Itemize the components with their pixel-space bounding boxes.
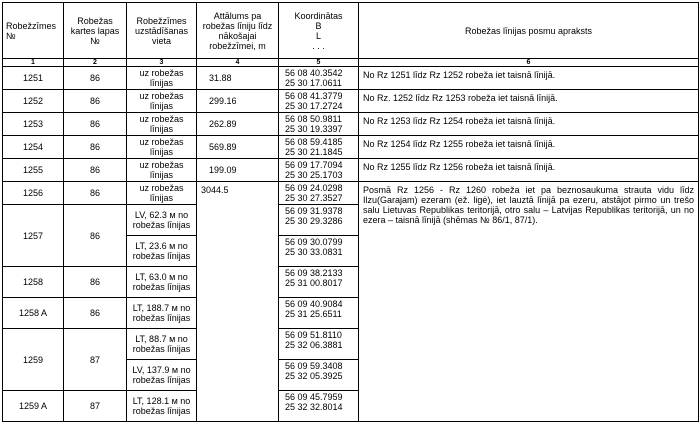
coord-b: 56 08 40.3542 <box>285 68 343 78</box>
table-row <box>3 136 699 159</box>
header-coord-title: Koordinātas <box>294 10 343 21</box>
coord-b: 56 08 41.3779 <box>285 91 343 101</box>
install-place: uz robežas līnijas <box>127 159 197 182</box>
header-description: Robežas līnijas posmu apraksts <box>359 3 699 59</box>
marker-number: 1259 <box>3 329 64 391</box>
marker-number: 1253 <box>3 113 64 136</box>
coord-b: 56 09 30.0799 <box>285 237 343 247</box>
marker-number: 1257 <box>3 205 64 267</box>
table-row <box>3 159 699 182</box>
header-coordinates <box>279 3 359 59</box>
coord-l: 25 30 17.2724 <box>285 101 343 111</box>
coord-b: 56 09 17.7094 <box>285 160 343 170</box>
map-sheet: 86 <box>64 90 127 113</box>
distance: 299.16 <box>197 90 279 113</box>
install-place: uz robežas līnijas <box>127 113 197 136</box>
table-row <box>3 90 699 113</box>
coord-b: 56 08 59.4185 <box>285 137 343 147</box>
coord-l: 25 30 25.1703 <box>285 170 343 180</box>
coordinates <box>279 205 359 236</box>
marker-number: 1251 <box>3 67 64 90</box>
column-number-row <box>3 59 699 67</box>
marker-number: 1255 <box>3 159 64 182</box>
marker-number: 1258 A <box>3 298 64 329</box>
install-place: LV, 62.3 м no robežas līnijas <box>127 205 197 236</box>
coordinates <box>279 360 359 391</box>
column-number: 4 <box>197 59 279 67</box>
header-coord-dots: . . . <box>312 40 325 51</box>
coord-l: 25 30 17.0611 <box>285 78 342 88</box>
coord-b: 56 09 59.3408 <box>285 361 343 371</box>
group-segment-description: Posmā Rz 1256 - Rz 1260 robeža iet pa beznosaukuma strauta vidu līdz Ilzu(Garajam) ezeram (ež. ligė), iet lauztā līnijā pa ezeru, atstājot pirmo un trešo salu Lietuvas Republikas teritorijā, otro salu – Latvijas Republikas teritorijā, un no ezera – taisnā līnijā (shēmas № 86/1, 87/1). <box>359 182 699 422</box>
coord-l: 25 31 00.8017 <box>285 278 343 288</box>
coordinates <box>279 159 359 182</box>
header-map-sheet: Robežas kartes lapas № <box>64 3 127 59</box>
table-row <box>3 67 699 90</box>
coordinates <box>279 236 359 267</box>
header-coord-b: B <box>315 20 322 31</box>
table-row <box>3 182 699 205</box>
coord-l: 25 32 06.3881 <box>285 340 343 350</box>
coord-l: 25 30 27.3527 <box>285 193 343 203</box>
header-install-place: Robežzīmes uzstādīšanas vieta <box>127 3 197 59</box>
header-row <box>3 3 699 59</box>
coordinates <box>279 182 359 205</box>
install-place: LT, 23.6 м no robežas līnijas <box>127 236 197 267</box>
coord-b: 56 09 45.7959 <box>285 392 343 402</box>
coord-b: 56 08 50.9811 <box>285 114 342 124</box>
coordinates <box>279 113 359 136</box>
coord-b: 56 09 38.2133 <box>285 268 343 278</box>
coordinates <box>279 136 359 159</box>
map-sheet: 86 <box>64 298 127 329</box>
marker-number: 1252 <box>3 90 64 113</box>
coordinates <box>279 298 359 329</box>
marker-number: 1259 A <box>3 391 64 422</box>
distance: 569.89 <box>197 136 279 159</box>
coord-b: 56 09 51.8110 <box>285 330 342 340</box>
install-place: LT, 88.7 м no robežas līnijas <box>127 329 197 360</box>
map-sheet: 86 <box>64 113 127 136</box>
distance: 262.89 <box>197 113 279 136</box>
segment-description: No Rz 1254 līdz Rz 1255 robeža iet taisnā līnijā. <box>359 136 699 159</box>
column-number: 5 <box>279 59 359 67</box>
coordinates <box>279 67 359 90</box>
segment-description: No Rz 1255 līdz Rz 1256 robeža iet taisnā līnijā. <box>359 159 699 182</box>
install-place: uz robežas līnijas <box>127 90 197 113</box>
coord-b: 56 09 24.0298 <box>285 183 343 193</box>
coord-l: 25 30 29.3286 <box>285 216 343 226</box>
install-place: uz robežas līnijas <box>127 182 197 205</box>
column-number: 6 <box>359 59 699 67</box>
marker-number: 1254 <box>3 136 64 159</box>
coord-l: 25 32 05.3925 <box>285 371 343 381</box>
group-distance: 3044.5 <box>197 182 279 422</box>
map-sheet: 87 <box>64 329 127 391</box>
column-number: 2 <box>64 59 127 67</box>
install-place: LT, 128.1 м no robežas līnijas <box>127 391 197 422</box>
distance: 199.09 <box>197 159 279 182</box>
install-place: uz robežas līnijas <box>127 67 197 90</box>
segment-description: No Rz. 1252 līdz Rz 1253 robeža iet taisnā līnijā. <box>359 90 699 113</box>
table-row <box>3 113 699 136</box>
coordinates <box>279 391 359 422</box>
distance: 31.88 <box>197 67 279 90</box>
coord-l: 25 30 19.3397 <box>285 124 343 134</box>
column-number: 1 <box>3 59 64 67</box>
coordinates <box>279 329 359 360</box>
map-sheet: 86 <box>64 267 127 298</box>
map-sheet: 86 <box>64 136 127 159</box>
coordinates <box>279 267 359 298</box>
coord-l: 25 32 32.8014 <box>285 402 343 412</box>
map-sheet: 86 <box>64 159 127 182</box>
coord-l: 25 30 33.0831 <box>285 247 343 257</box>
header-coord-l: L <box>315 30 321 41</box>
header-marker-number: Robežzīmes № <box>3 3 64 59</box>
map-sheet: 86 <box>64 67 127 90</box>
coord-l: 25 31 25.6511 <box>285 309 342 319</box>
map-sheet: 87 <box>64 391 127 422</box>
coord-b: 56 09 31.9378 <box>285 206 343 216</box>
install-place: uz robežas līnijas <box>127 136 197 159</box>
map-sheet: 86 <box>64 182 127 205</box>
marker-number: 1256 <box>3 182 64 205</box>
header-distance: Attālums pa robežas līniju līdz nākošajai robežzīmei, m <box>197 3 279 59</box>
coord-l: 25 30 21.1845 <box>285 147 343 157</box>
coordinates <box>279 90 359 113</box>
segment-description: No Rz 1251 līdz Rz 1252 robeža iet taisnā līnijā. <box>359 67 699 90</box>
column-number: 3 <box>127 59 197 67</box>
coord-b: 56 09 40.9084 <box>285 299 343 309</box>
map-sheet: 86 <box>64 205 127 267</box>
marker-number: 1258 <box>3 267 64 298</box>
install-place: LT, 188.7 м no robežas līnijas <box>127 298 197 329</box>
segment-description: No Rz 1253 līdz Rz 1254 robeža iet taisnā līnijā. <box>359 113 699 136</box>
border-markers-table <box>2 2 699 422</box>
install-place: LV, 137.9 м no robežas līnijas <box>127 360 197 391</box>
install-place: LT, 63.0 м no robežas līnijas <box>127 267 197 298</box>
